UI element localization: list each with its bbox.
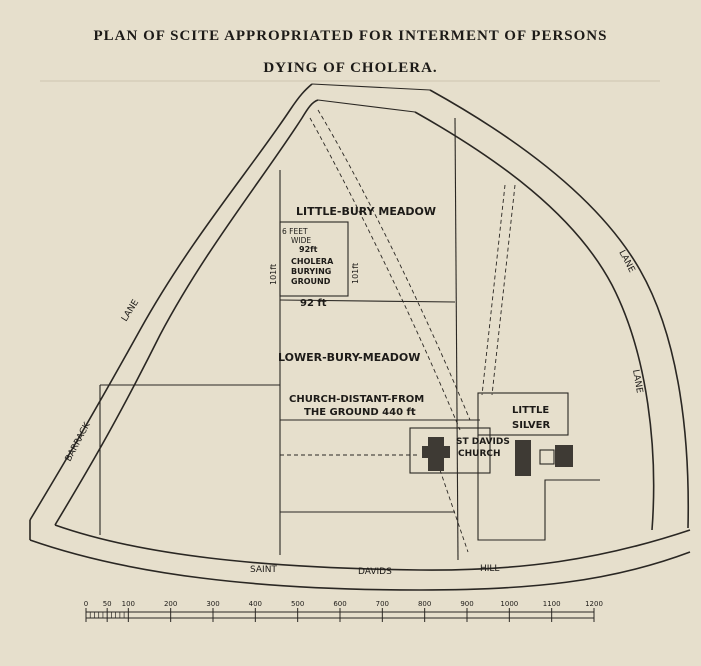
- scale-tick-label: 600: [333, 600, 347, 608]
- label-left-dimension: 101ft: [269, 263, 278, 285]
- scale-tick-label: 300: [206, 600, 220, 608]
- label-church: CHURCH: [458, 449, 501, 459]
- scale-tick-label: 800: [417, 600, 432, 608]
- scale-tick-label: 100: [121, 600, 136, 608]
- little-silver-outbuilding: [555, 445, 573, 467]
- label-hill: HILL: [480, 564, 500, 574]
- label-right-dimension: 101ft: [351, 262, 360, 284]
- footpath-right-2: [482, 185, 505, 395]
- scale-bar: [84, 600, 603, 622]
- scale-tick-label: 1000: [500, 600, 519, 608]
- label-davids: DAVIDS: [358, 567, 392, 577]
- label-feet-wide-2: WIDE: [291, 236, 312, 245]
- scale-tick-label: 1100: [542, 600, 561, 608]
- label-barrack-lane-lane: LANE: [120, 298, 142, 324]
- scale-tick-label: 700: [375, 600, 390, 608]
- footpath-south: [440, 470, 468, 552]
- little-silver-court: [540, 450, 554, 464]
- north-boundary: [318, 100, 415, 112]
- north-boundary-2: [312, 84, 430, 90]
- label-little-bury-meadow: LITTLE-BURY MEADOW: [296, 205, 437, 218]
- label-barrack-lane-barrack: BARRACK: [63, 421, 93, 464]
- scale-tick-label: 0: [83, 600, 89, 608]
- map-title-line-2: DYING OF CHOLERA.: [263, 60, 438, 76]
- label-lower-bury-meadow: LOWER-BURY-MEADOW: [278, 351, 421, 364]
- footpath-diagonal-2: [310, 118, 460, 430]
- barrack-lane-inner: [55, 100, 318, 525]
- label-ground: GROUND: [291, 277, 331, 286]
- bleed-line: [40, 80, 660, 82]
- footpath-diagonal: [318, 110, 470, 420]
- scale-tick-label: 900: [460, 600, 474, 608]
- label-church-distance-1: CHURCH-DISTANT-FROM: [289, 394, 425, 405]
- label-cholera: CHOLERA: [291, 257, 334, 266]
- little-silver-building: [515, 440, 531, 476]
- label-little-silver-2: SILVER: [512, 420, 551, 431]
- label-right-lane-2: LANE: [630, 368, 645, 394]
- label-church-distance-2: THE GROUND 440 ft: [304, 407, 416, 418]
- field-line-right: [455, 118, 458, 560]
- label-bottom-dimension: 92 ft: [300, 298, 327, 309]
- saint-davids-hill-top: [55, 525, 690, 570]
- label-saint: SAINT: [250, 565, 277, 575]
- label-little-silver-1: LITTLE: [512, 405, 550, 416]
- st-davids-church-transept: [422, 446, 450, 458]
- saint-davids-hill-bottom: [30, 540, 690, 590]
- label-burying: BURYING: [291, 267, 332, 276]
- scale-tick-label: 200: [163, 600, 178, 608]
- label-right-lane-1: LANE: [616, 248, 637, 275]
- label-st-davids: ST DAVIDS: [456, 437, 510, 447]
- scale-tick-label: 500: [290, 600, 305, 608]
- right-lane-inner: [415, 112, 654, 530]
- label-top-dimension: 92ft: [299, 245, 318, 254]
- label-feet-wide-1: 6 FEET: [282, 227, 308, 236]
- footpath-right: [492, 185, 515, 395]
- scale-tick-label: 1200: [585, 600, 603, 608]
- map-title-line-1: PLAN OF SCITE APPROPRIATED FOR INTERMENT OF PERSONS: [93, 28, 608, 44]
- scale-tick-label: 50: [102, 600, 112, 608]
- scale-tick-label: 400: [248, 600, 263, 608]
